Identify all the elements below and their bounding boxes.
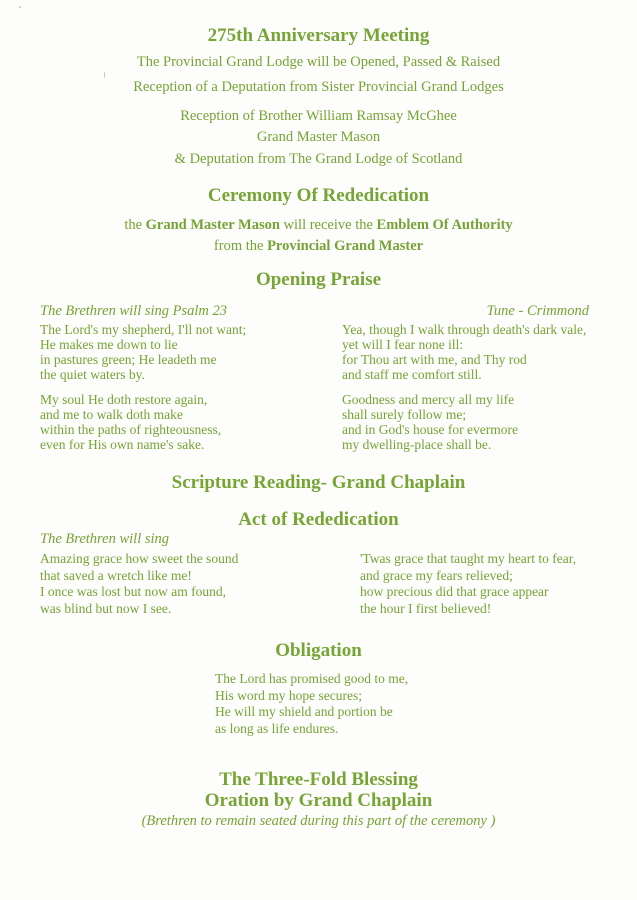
verse-line: my dwelling-place shall be.	[342, 437, 492, 452]
amazing-grace-left-verse	[40, 551, 238, 617]
verse-line: for Thou art with me, and Thy rod	[342, 352, 527, 367]
rededication-provincial-grand-master: Provincial Grand Master	[267, 238, 424, 254]
verse-line: 'Twas grace that taught my heart to fear,	[360, 551, 577, 566]
obligation-title: Obligation	[275, 640, 362, 661]
verse-line: within the paths of righteousness,	[40, 422, 222, 437]
rededication-emblem: Emblem Of Authority	[376, 217, 513, 233]
opening-praise-title: Opening Praise	[255, 269, 382, 290]
verse-line: Goodness and mercy all my life	[342, 392, 515, 407]
verse-line: Amazing grace how sweet the sound	[40, 551, 239, 566]
rededication-line-emblem	[0, 215, 637, 235]
rededication-title: Ceremony Of Rededication	[207, 185, 430, 206]
anniversary-title: 275th Anniversary Meeting	[207, 25, 430, 46]
verse-line: Yea, though I walk through death's dark vale,	[342, 322, 587, 337]
rededication-text: from the	[213, 238, 268, 254]
obligation-verse	[215, 671, 408, 737]
verse-line: The Lord's my shepherd, I'll not want;	[40, 322, 247, 337]
rededication-grand-master-mason: Grand Master Mason	[145, 217, 280, 233]
verse-line: His word my hope secures;	[215, 687, 362, 703]
anniversary-line-grand-master: Grand Master Mason	[256, 129, 381, 145]
anniversary-line-deputation: & Deputation from The Grand Lodge of Scotland	[174, 151, 463, 167]
psalm-left-verse-1	[40, 322, 246, 382]
verse-line: The Lord has promised good to me,	[215, 671, 409, 686]
psalm-right-verse-2	[342, 392, 518, 452]
verse-line: how precious did that grace appear	[360, 584, 549, 599]
verse-line: even for His own name's sake.	[40, 437, 205, 452]
psalm-left-verse-2	[40, 392, 221, 452]
rededication-text: the	[124, 217, 146, 233]
verse-line: and me to walk doth make	[40, 407, 183, 422]
verse-line: yet will I fear none ill:	[342, 337, 464, 352]
verse-line: as long as life endures.	[215, 720, 339, 736]
verse-line: and in God's house for evermore	[342, 422, 519, 437]
anniversary-line-opened: The Provincial Grand Lodge will be Opened, Passed & Raised	[136, 54, 501, 70]
verse-line: He makes me down to lie	[40, 337, 178, 352]
psalm-right-verse-1	[342, 322, 586, 382]
verse-line: and grace my fears relieved;	[360, 567, 513, 583]
verse-line: He will my shield and portion be	[215, 704, 393, 719]
rededication-text: will receive the	[279, 217, 377, 233]
rededication-line-from	[0, 236, 637, 256]
scripture-reading-title: Scripture Reading- Grand Chaplain	[171, 472, 466, 493]
verse-line: shall surely follow me;	[342, 407, 467, 422]
verse-line: My soul He doth restore again,	[40, 392, 208, 407]
act-intro: The Brethren will sing	[40, 531, 170, 547]
three-fold-blessing-title: The Three-Fold Blessing	[219, 769, 418, 790]
anniversary-line-brother: Reception of Brother William Ramsay McGhee	[180, 108, 457, 124]
tune-name: Tune - Crimmond	[486, 303, 589, 319]
amazing-grace-right-verse	[360, 551, 576, 617]
verse-line: was blind but now I see.	[40, 600, 172, 616]
verse-line: the hour I first believed!	[360, 600, 492, 616]
psalm-intro: The Brethren will sing Psalm 23	[40, 303, 228, 319]
verse-line: and staff me comfort still.	[342, 367, 482, 382]
verse-line: the quiet waters by.	[40, 367, 145, 382]
act-of-rededication-title: Act of Rededication	[238, 509, 399, 530]
paper-speck	[19, 6, 21, 8]
oration-title: Oration by Grand Chaplain	[204, 790, 433, 811]
verse-line: I once was lost but now am found,	[40, 584, 226, 599]
verse-line: in pastures green; He leadeth me	[40, 352, 217, 367]
verse-line: that saved a wretch like me!	[40, 567, 192, 583]
seated-note: (Brethren to remain seated during this part of the ceremony )	[141, 813, 496, 829]
anniversary-line-sister-lodges: Reception of a Deputation from Sister Provincial Grand Lodges	[133, 79, 504, 95]
